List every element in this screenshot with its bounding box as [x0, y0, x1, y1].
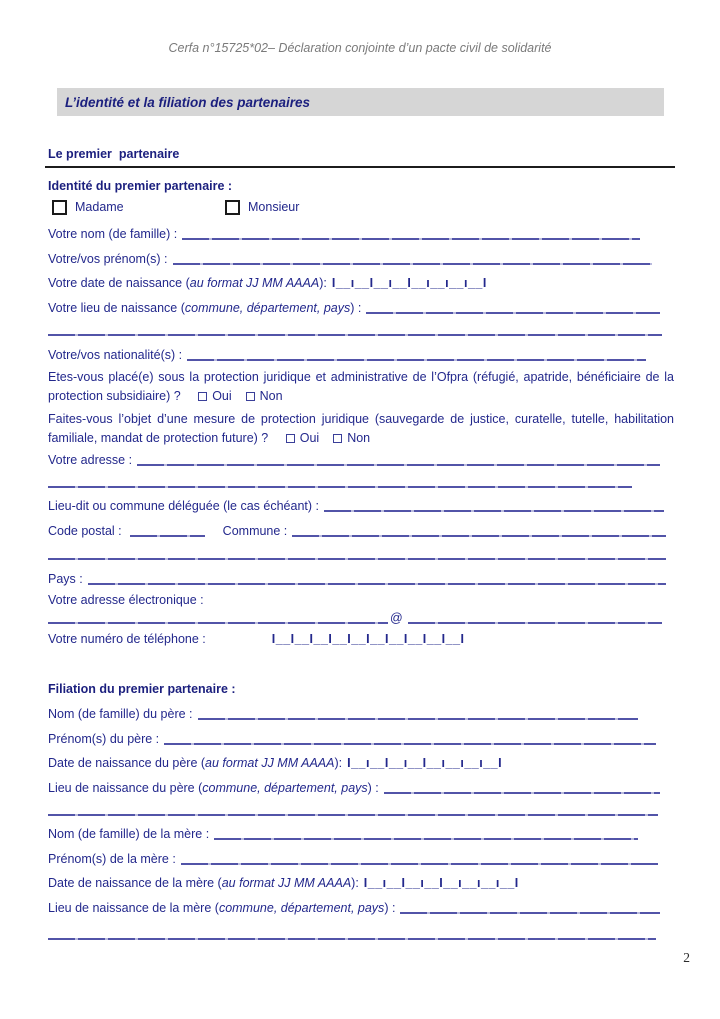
madame-option[interactable] — [52, 200, 124, 215]
mother-birthplace-label-suffix: ) : — [384, 901, 396, 915]
father-birthplace-label-detail: commune, département, pays — [202, 781, 368, 795]
father-firstnames-row — [48, 731, 658, 747]
commune-label: Commune : — [222, 524, 288, 538]
email-at-sign: @ — [390, 611, 403, 625]
mother-birthplace-label-detail: commune, département, pays — [218, 901, 385, 915]
birthplace-label-detail: commune, département, pays — [184, 301, 351, 315]
firstnames-write-line[interactable] — [173, 263, 653, 265]
document-header: Cerfa n°15725*02– Déclaration conjointe d’un pacte civil de solidarité — [168, 41, 552, 55]
father-birthdate-row — [48, 755, 672, 771]
mother-birthdate-row — [48, 875, 672, 891]
filiation-heading: Filiation du premier partenaire : — [48, 682, 236, 696]
address-row — [48, 452, 662, 468]
monsieur-option[interactable] — [225, 200, 299, 215]
phone-boxes[interactable]: I__I__I__I__I__I__I__I__I__I__I — [271, 632, 465, 646]
mother-firstnames-label: Prénom(s) de la mère : — [48, 852, 176, 866]
ofpra-oui-checkbox[interactable] — [198, 392, 207, 401]
phone-label: Votre numéro de téléphone : — [48, 632, 206, 646]
commune-write-line[interactable] — [292, 535, 666, 537]
lieu-dit-row — [48, 498, 666, 514]
birthplace-write-line[interactable] — [366, 312, 660, 314]
mother-firstnames-row — [48, 851, 660, 867]
phone-row — [48, 631, 672, 647]
protection-question — [48, 410, 674, 448]
father-birthplace-write-line[interactable] — [384, 792, 660, 794]
mother-birthdate-boxes[interactable]: I__ı__I__ı__I__ı__ı__ı__I — [363, 876, 519, 890]
email-local-write-line[interactable] — [48, 622, 388, 624]
firstnames-label: Votre/vos prénom(s) : — [48, 252, 168, 266]
birthdate-boxes[interactable]: I__ı__I__ı__I__ı__ı__ı__I — [331, 276, 487, 290]
postal-code-write-line[interactable] — [130, 535, 205, 537]
father-birthdate-boxes[interactable]: I__ı__I__ı__I__ı__ı__ı__I — [347, 756, 503, 770]
mother-birthplace-row — [48, 900, 662, 916]
father-firstnames-write-line[interactable] — [164, 743, 656, 745]
ofpra-question-text: Etes-vous placé(e) sous la protection juridique et administrative de l’Ofpra (réfugié, apatride, bénéficiaire de la protection subsidiaire) ? — [48, 370, 674, 403]
email-label: Votre adresse électronique : — [48, 593, 204, 607]
birthplace-label-prefix: Votre lieu de naissance ( — [48, 301, 185, 315]
protection-question-text: Faites-vous l’objet d’une mesure de protection juridique (sauvegarde de justice, curatelle, tutelle, habilitation familiale, mandat de protection future) ? — [48, 412, 674, 445]
father-birthplace-write-line-2[interactable] — [48, 814, 658, 816]
partner-section-title: Le premier partenaire — [45, 147, 675, 168]
father-birthplace-continuation-row — [48, 802, 660, 818]
protection-non-label: Non — [347, 431, 371, 445]
ofpra-oui-label: Oui — [212, 389, 232, 403]
email-label-row — [48, 592, 672, 608]
father-birthdate-label-format: au format JJ MM AAAA — [205, 756, 335, 770]
lieu-dit-label: Lieu-dit ou commune déléguée (le cas échéant) : — [48, 499, 319, 513]
birthdate-row — [48, 275, 672, 291]
monsieur-label: Monsieur — [248, 200, 300, 214]
postal-code-label: Code postal : — [48, 524, 122, 538]
birthdate-label-prefix: Votre date de naissance ( — [48, 276, 190, 290]
name-write-line[interactable] — [182, 238, 640, 240]
ofpra-non-checkbox[interactable] — [246, 392, 255, 401]
birthdate-label-suffix: ): — [319, 276, 327, 290]
birthplace-label-suffix: ) : — [350, 301, 362, 315]
address-continuation-row — [48, 474, 634, 490]
father-birthplace-label-suffix: ) : — [367, 781, 379, 795]
country-write-line[interactable] — [88, 583, 666, 585]
mother-firstnames-write-line[interactable] — [181, 863, 658, 865]
nationalities-write-line[interactable] — [187, 359, 646, 361]
commune-write-line-2[interactable] — [48, 558, 666, 560]
protection-non-checkbox[interactable] — [333, 434, 342, 443]
father-birthplace-label-prefix: Lieu de naissance du père ( — [48, 781, 203, 795]
mother-birthplace-continuation-row — [48, 926, 658, 942]
mother-birthplace-write-line-2[interactable] — [48, 938, 656, 940]
name-label: Votre nom (de famille) : — [48, 227, 178, 241]
name-row — [48, 226, 642, 242]
mother-birthdate-label-format: au format JJ MM AAAA — [221, 876, 352, 890]
protection-oui-checkbox[interactable] — [286, 434, 295, 443]
firstnames-row — [48, 251, 654, 267]
identity-heading: Identité du premier partenaire : — [48, 179, 233, 193]
mother-birthplace-label-prefix: Lieu de naissance de la mère ( — [48, 901, 219, 915]
nationalities-label: Votre/vos nationalité(s) : — [48, 348, 183, 362]
email-line-row — [48, 610, 664, 626]
father-name-label: Nom (de famille) du père : — [48, 707, 193, 721]
address-write-line-2[interactable] — [48, 486, 632, 488]
mother-name-row — [48, 826, 640, 842]
email-domain-write-line[interactable] — [408, 622, 662, 624]
identity-heading-row — [48, 178, 672, 194]
madame-checkbox[interactable] — [52, 200, 67, 215]
mother-name-write-line[interactable] — [214, 838, 638, 840]
madame-label: Madame — [75, 200, 124, 214]
banner-title: L’identité et la filiation des partenaires — [65, 94, 311, 110]
country-row — [48, 571, 668, 587]
father-name-write-line[interactable] — [198, 718, 638, 720]
ofpra-question — [48, 368, 674, 406]
mother-name-label: Nom (de famille) de la mère : — [48, 827, 210, 841]
father-birthdate-label-suffix: ): — [334, 756, 343, 770]
father-birthdate-label-prefix: Date de naissance du père ( — [48, 756, 206, 770]
section-banner — [57, 88, 664, 116]
civility-row — [48, 200, 672, 215]
birthplace-row — [48, 300, 662, 316]
mother-birthdate-label-prefix: Date de naissance de la mère ( — [48, 876, 222, 890]
father-birthplace-row — [48, 780, 662, 796]
monsieur-checkbox[interactable] — [225, 200, 240, 215]
nationalities-row — [48, 347, 648, 363]
address-write-line[interactable] — [137, 464, 660, 466]
commune-continuation-row — [48, 546, 668, 562]
address-label: Votre adresse : — [48, 453, 133, 467]
father-name-row — [48, 706, 640, 722]
postal-commune-row — [48, 523, 668, 539]
birthplace-write-line-2[interactable] — [48, 334, 662, 336]
mother-birthplace-write-line[interactable] — [400, 912, 660, 914]
lieu-dit-write-line[interactable] — [324, 510, 664, 512]
mother-birthdate-label-suffix: ): — [351, 876, 359, 890]
birthplace-continuation-row — [48, 322, 664, 338]
ofpra-non-label: Non — [259, 389, 283, 403]
protection-oui-label: Oui — [299, 431, 320, 445]
birthdate-label-format: au format JJ MM AAAA — [189, 276, 320, 290]
father-firstnames-label: Prénom(s) du père : — [48, 732, 160, 746]
country-label: Pays : — [48, 572, 83, 586]
filiation-heading-row — [48, 681, 672, 697]
page-number: 2 — [683, 950, 690, 965]
